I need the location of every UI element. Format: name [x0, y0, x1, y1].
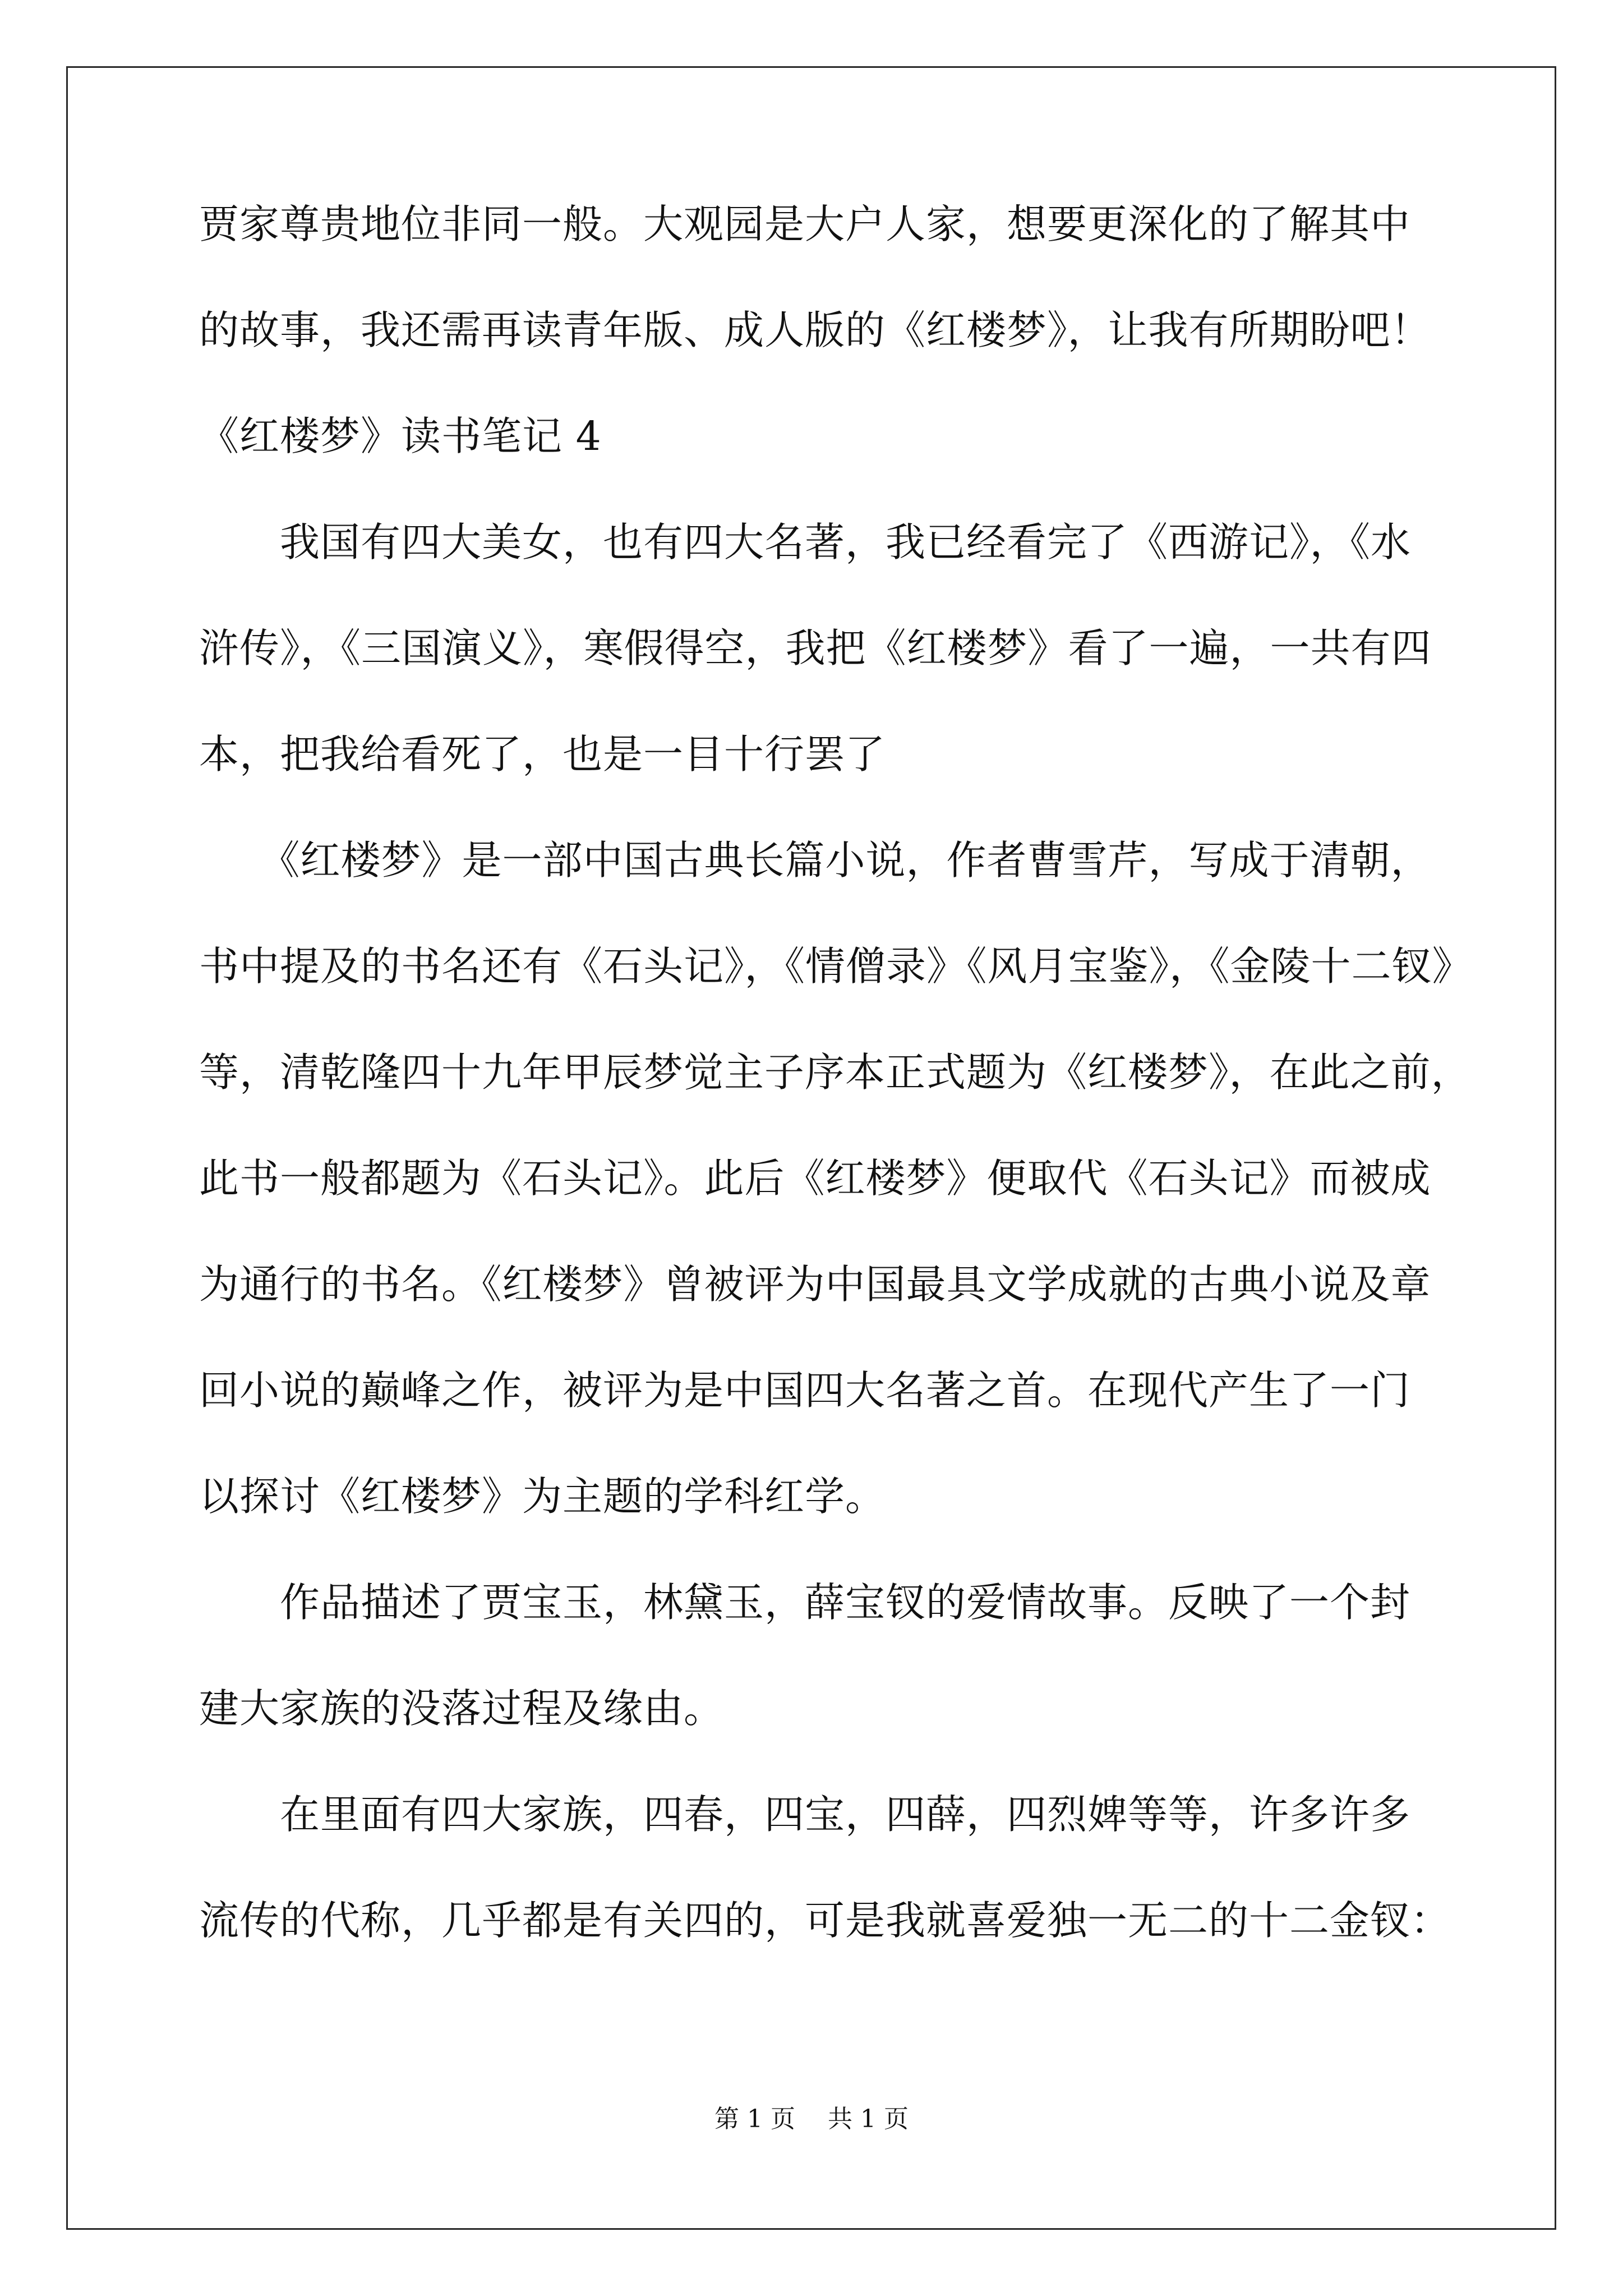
- text-line: 我国有四大美女，也有四大名著，我已经看完了《西游记》，《水: [199, 519, 1412, 565]
- text-line: 本，把我给看死了，也是一目十行罢了: [199, 731, 886, 777]
- text-line: 流传的代称，几乎都是有关四的，可是我就喜爱独一无二的十二金钗：: [199, 1897, 1451, 1944]
- text-line: 以探讨《红楼梦》为主题的学科红学。: [199, 1473, 886, 1520]
- text-line: 在里面有四大家族，四春，四宝，四薛，四烈婢等等，许多许多: [199, 1791, 1411, 1838]
- text-line: 的故事，我还需再读青年版、成人版的《红楼梦》，让我有所期盼吧！: [199, 307, 1431, 353]
- text-line: 贾家尊贵地位非同一般。大观园是大户人家，想要更深化的了解其中: [199, 201, 1411, 247]
- text-line: 浒传》，《三国演义》，寒假得空，我把《红楼梦》看了一遍，一共有四: [199, 625, 1432, 671]
- text-line: 《红楼梦》是一部中国古典长篇小说，作者曹雪芹，写成于清朝，: [199, 837, 1431, 884]
- section-heading: 《红楼梦》读书笔记 4: [199, 413, 602, 459]
- page-footer: 第 1 页 共 1 页: [714, 2105, 909, 2133]
- text-line: 等，清乾隆四十九年甲辰梦觉主子序本正式题为《红楼梦》，在此之前，: [199, 1049, 1472, 1096]
- text-line: 为通行的书名。《红楼梦》曾被评为中国最具文学成就的古典小说及章: [199, 1261, 1431, 1308]
- text-line: 书中提及的书名还有《石头记》，《情僧录》《风月宝鉴》，《金陵十二钗》: [199, 943, 1473, 990]
- text-line: 建大家族的没落过程及缘由。: [199, 1685, 725, 1732]
- text-line: 作品描述了贾宝玉，林黛玉，薛宝钗的爱情故事。反映了一个封: [199, 1579, 1411, 1626]
- text-line: 回小说的巅峰之作，被评为是中国四大名著之首。在现代产生了一门: [199, 1367, 1411, 1414]
- text-line: 此书一般都题为《石头记》。此后《红楼梦》便取代《石头记》而被成: [199, 1155, 1431, 1202]
